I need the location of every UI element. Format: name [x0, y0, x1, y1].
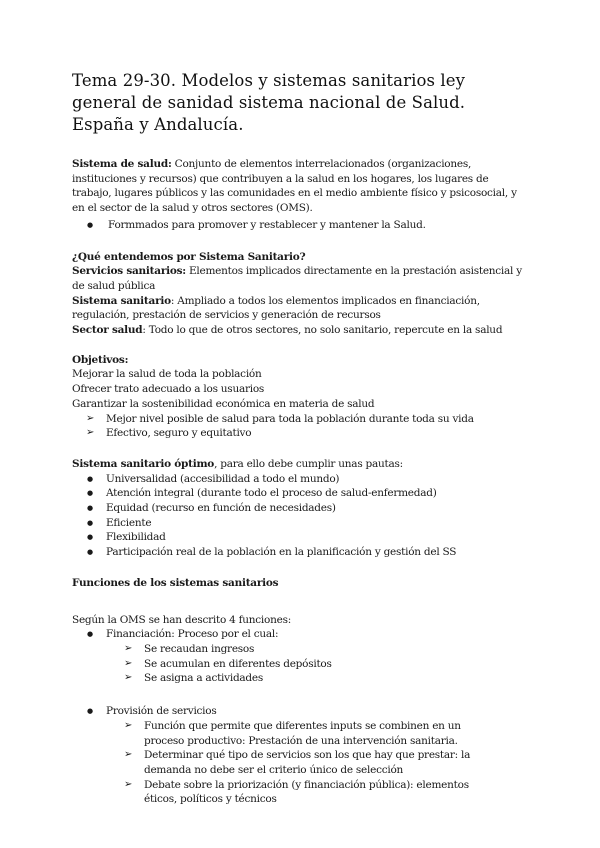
provision-arrow-list [124, 719, 486, 807]
sector-salud-text: : Todo lo que de otros sectores, no solo sanitario, repercute en la salud [142, 324, 503, 337]
list-item [72, 627, 530, 686]
sistema-salud-definition: Conjunto de elementos interrelacionados (organizaciones, instituciones y recursos) que contribuyen a la salud en los hogares, los lugares de trabajo, lugares públicos y las comunidades en el medio ambiente físico y psicosocial, y en el sector de la salud y otros sectores (OMS). [72, 158, 517, 215]
provision-label: Provisión de servicios [106, 705, 217, 718]
sistema-salud-term: Sistema de salud: [72, 158, 172, 170]
list-item: ➢ Debate sobre la priorización (y financiación pública): elementos éticos, políticos y técnicos [124, 778, 486, 807]
list-item: ➢ Se asigna a actividades [124, 671, 530, 686]
que-entendemos-heading: ¿Qué entendemos por Sistema Sanitario? [72, 250, 306, 263]
funciones-intro: Según la OMS se han descrito 4 funciones: [72, 613, 292, 626]
list-item: ● Formmados para promover y restablecer y mantener la Salud. [72, 218, 530, 233]
financiacion-arrow-list [124, 642, 530, 686]
list-item: ➢ Determinar qué tipo de servicios son los que hay que prestar: la demanda no debe ser el criterio único de selección [124, 748, 486, 777]
document-title: Tema 29-30. Modelos y sistemas sanitarios ley general de sanidad sistema nacional de Salud. España y Andalucía. [72, 71, 466, 134]
financiacion-label: Financiación: Proceso por el cual: [106, 628, 279, 641]
optimo-list [72, 472, 530, 560]
funciones-heading: Funciones de los sistemas sanitarios [72, 576, 279, 589]
optimo-text: , para ello debe cumplir unas pautas: [214, 457, 403, 470]
funciones-section [72, 576, 530, 807]
optimo-term: Sistema sanitario óptimo [72, 457, 215, 470]
objetivo-line: Mejorar la salud de toda la población [72, 368, 262, 381]
list-item: ➢ Se recaudan ingresos [124, 642, 530, 657]
servicios-sanitarios-text: Elementos implicados directamente en la prestación asistencial y de salud pública [72, 265, 522, 292]
objetivo-line: Garantizar la sostenibilidad económica en materia de salud [72, 397, 375, 410]
list-item: ● Flexibilidad [72, 530, 530, 545]
list-item: ● Eficiente [72, 516, 530, 531]
objetivos-arrow-list [72, 412, 530, 441]
servicios-sanitarios-term: Servicios sanitarios: [72, 265, 186, 278]
funciones-list-2 [72, 704, 530, 807]
list-item: ● Participación real de la población en la planificación y gestión del SS [72, 545, 530, 560]
sistema-sanitario-paragraph [72, 294, 530, 323]
list-item: ● Atención integral (durante todo el proceso de salud-enfermedad) [72, 486, 530, 501]
list-item: ➢ Mejor nivel posible de salud para toda la población durante toda su vida [72, 412, 530, 427]
optimo-paragraph [72, 457, 530, 472]
list-item: ➢ Función que permite que diferentes inputs se combinen en un proceso productivo: Prestación de una intervención sanitaria. [124, 719, 486, 748]
que-entendemos-section [72, 250, 530, 338]
funciones-list [72, 627, 530, 686]
sector-salud-paragraph [72, 323, 530, 338]
list-item: ➢ Se acumulan en diferentes depósitos [124, 657, 530, 672]
list-item [72, 704, 530, 807]
list-item: ● Equidad (recurso en función de necesidades) [72, 501, 530, 516]
spacer [72, 686, 530, 704]
objetivo-line: Ofrecer trato adecuado a los usuarios [72, 383, 265, 396]
optimo-section [72, 457, 530, 560]
servicios-sanitarios-paragraph [72, 264, 530, 293]
sistema-sanitario-term: Sistema sanitario [72, 294, 171, 307]
sistema-sanitario-text: : Ampliado a todos los elementos implicados en financiación, regulación, prestación de servicios y generación de recursos [72, 294, 480, 322]
objetivos-section [72, 353, 530, 441]
sistema-salud-list [72, 218, 530, 233]
sistema-salud-paragraph [72, 157, 530, 216]
list-item: ● Universalidad (accesibilidad a todo el mundo) [72, 472, 530, 487]
list-item: ➢ Efectivo, seguro y equitativo [72, 426, 530, 441]
spacer [72, 591, 530, 613]
objetivos-heading: Objetivos: [72, 353, 129, 366]
sector-salud-term: Sector salud [72, 324, 143, 337]
